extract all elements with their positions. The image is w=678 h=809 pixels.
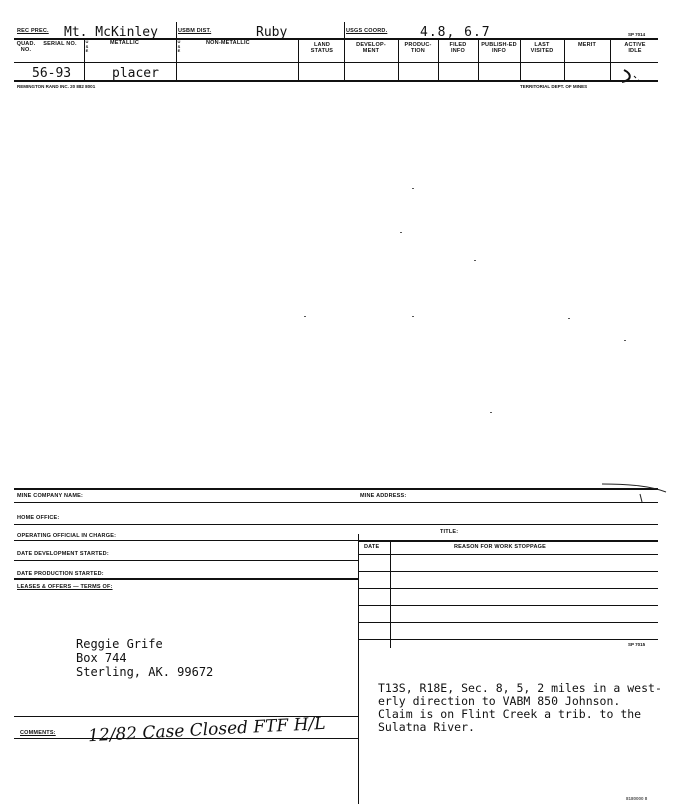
rec-prec-value: Mt. McKinley [64,25,158,40]
form-number-top: SP 7014 [628,32,646,37]
usgs-coord-label: USGS COORD. [346,28,388,34]
lower-form [14,474,662,804]
table-rule [358,605,658,606]
usbm-dist-label: USBM DIST. [178,28,212,34]
work-stoppage-table [358,534,658,654]
center-divider [358,534,359,804]
scan-speck [624,340,626,341]
grid-line [564,38,565,80]
col-merit: MERIT [577,42,597,48]
operating-official-label: OPERATING OFFICIAL IN CHARGE: [17,533,117,539]
header-mid-rule [14,62,658,63]
grid-line [478,38,479,80]
col-use-left: USE [85,39,89,53]
scan-speck [412,316,414,317]
grid-line [344,22,345,80]
location-line-1: T13S, R18E, Sec. 8, 5, 2 miles in a west- [378,681,662,695]
form-number-bottom: SP 7015 [628,642,646,647]
col-land-status: LAND STATUS [310,42,334,54]
scan-speck [474,260,476,261]
home-office-label: HOME OFFICE: [17,515,60,521]
form-rule [14,502,658,503]
grid-line [520,38,521,80]
scan-speck [400,232,402,233]
col-published-info: PUBLISH-ED INFO [481,42,517,54]
table-rule [358,622,658,623]
table-rule [358,540,658,542]
quad-serial-value: 56-93 [32,66,72,81]
col-production: PRODUC-TION [404,42,432,54]
form-rule [14,524,658,525]
comments-label: COMMENTS: [20,730,56,736]
handwritten-mark-icon [618,64,648,86]
date-column-header: DATE [364,544,380,550]
form-rule [14,560,358,561]
location-line-4: Sulatna River. [378,720,475,734]
col-use-right: USE [177,39,181,53]
comments-bottom-rule [14,738,358,739]
owner-box: Box 744 [76,651,127,665]
leases-label: LEASES & OFFERS — TERMS OF: [17,584,113,590]
col-serial-no: SERIAL NO. [43,41,77,47]
grid-line [610,38,611,80]
usgs-coord-value: 4.8, 6.7 [420,25,491,40]
scan-speck [490,412,492,413]
footer-code: 8180000 8 [626,796,648,801]
lower-top-rule [14,488,658,490]
comments-handwritten: 12/82 Case Closed FTF H/L [87,713,327,747]
owner-name: Reggie Grife [76,637,163,651]
mine-address-label: MINE ADDRESS: [360,493,407,499]
col-active-idle: ACTIVE IDLE [624,42,646,54]
scan-speck [568,318,570,319]
usbm-dist-value: Ruby [256,25,288,40]
col-filed-info: FILED INFO [449,42,467,54]
table-rule [358,588,658,589]
col-metallic: METALLIC [110,40,139,46]
col-quad-no: QUAD. NO. [16,41,36,53]
pen-stroke-icon [600,478,670,508]
scan-speck [304,316,306,317]
table-rule [358,571,658,572]
header-bottom-rule [14,80,658,82]
grid-line [398,38,399,80]
title-label: TITLE: [440,529,459,535]
col-non-metallic: NON-METALLIC [206,40,250,46]
date-production-label: DATE PRODUCTION STARTED: [17,571,104,577]
rec-prec-label: REC PREC. [17,28,49,34]
date-development-label: DATE DEVELOPMENT STARTED: [17,551,109,557]
header-block [14,22,658,98]
col-last-visited: LAST VISITED [530,42,554,54]
printer-line: REMINGTON RAND INC. 20 882 8001 [17,84,96,89]
location-line-2: erly direction to VABM 850 Johnson. [378,694,621,708]
scan-speck [412,188,414,189]
col-development: DEVELOP-MENT [356,42,386,54]
table-rule [358,639,658,640]
mine-company-label: MINE COMPANY NAME: [17,493,84,499]
territorial-line: TERRITORIAL DEPT. OF MINES [520,84,588,89]
metallic-value: placer [112,66,159,81]
reason-column-header: REASON FOR WORK STOPPAGE [454,544,546,550]
owner-city: Sterling, AK. 99672 [76,665,214,679]
grid-line [438,38,439,80]
grid-line [298,38,299,80]
table-col-line [390,540,391,648]
location-line-3: Claim is on Flint Creek a trib. to the [378,707,642,721]
table-rule [358,554,658,555]
form-rule [14,578,358,580]
